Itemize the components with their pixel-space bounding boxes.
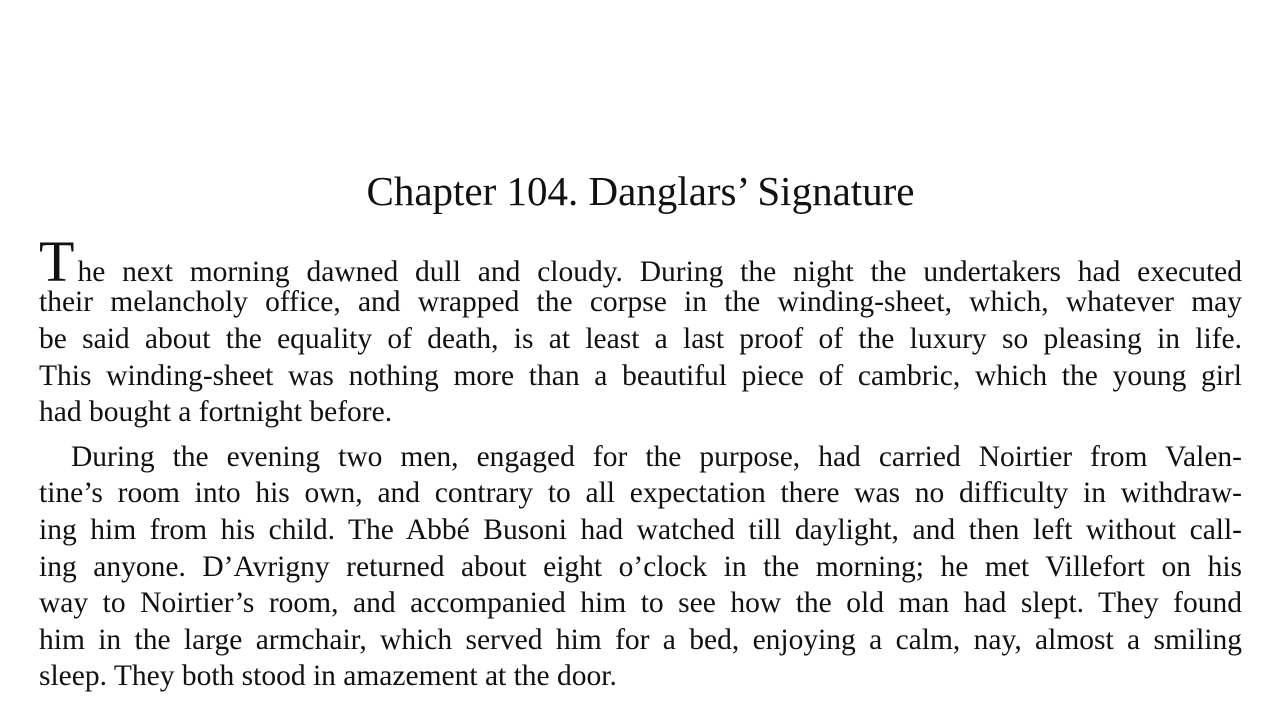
chapter-body (39, 229, 1242, 695)
chapter-title: Chapter 104. Danglars’ Signature (366, 168, 915, 214)
paragraph-2 (39, 439, 1242, 695)
paragraph-line: tine’s room into his own, and contrary to all expectation there was no difficulty in withdraw- (39, 477, 1242, 510)
paragraph-line: be said about the equality of death, is at least a last proof of the luxury so pleasing in life. (39, 322, 1242, 355)
paragraph-1 (39, 229, 1242, 431)
drop-cap: T (39, 229, 75, 294)
paragraph-line: This winding-sheet was nothing more than a beautiful piece of cambric, which the young girl (39, 359, 1242, 392)
paragraph-line: way to Noirtier’s room, and accompanied him to see how the old man had slept. They found (39, 587, 1242, 620)
paragraph-line (39, 229, 1242, 294)
paragraph-line: ing anyone. D’Avrigny returned about eight o’clock in the morning; he met Villefort on his (39, 550, 1242, 583)
paragraph-line-text: he next morning dawned dull and cloudy. During the night the undertakers had executed (77, 256, 1242, 288)
paragraph-line: sleep. They both stood in amazement at the door. (39, 660, 617, 693)
paragraph-line: their melancholy office, and wrapped the corpse in the winding-sheet, which, whatever may (39, 286, 1242, 319)
paragraph-line: had bought a fortnight before. (39, 396, 393, 429)
book-page (39, 0, 1242, 720)
paragraph-line: ing him from his child. The Abbé Busoni had watched till daylight, and then left without call- (39, 513, 1242, 546)
paragraph-line: him in the large armchair, which served him for a bed, enjoying a calm, nay, almost a smiling (39, 623, 1242, 656)
paragraph-gap (39, 431, 1242, 439)
paragraph-line: During the evening two men, engaged for the purpose, had carried Noirtier from Valen- (71, 440, 1242, 473)
